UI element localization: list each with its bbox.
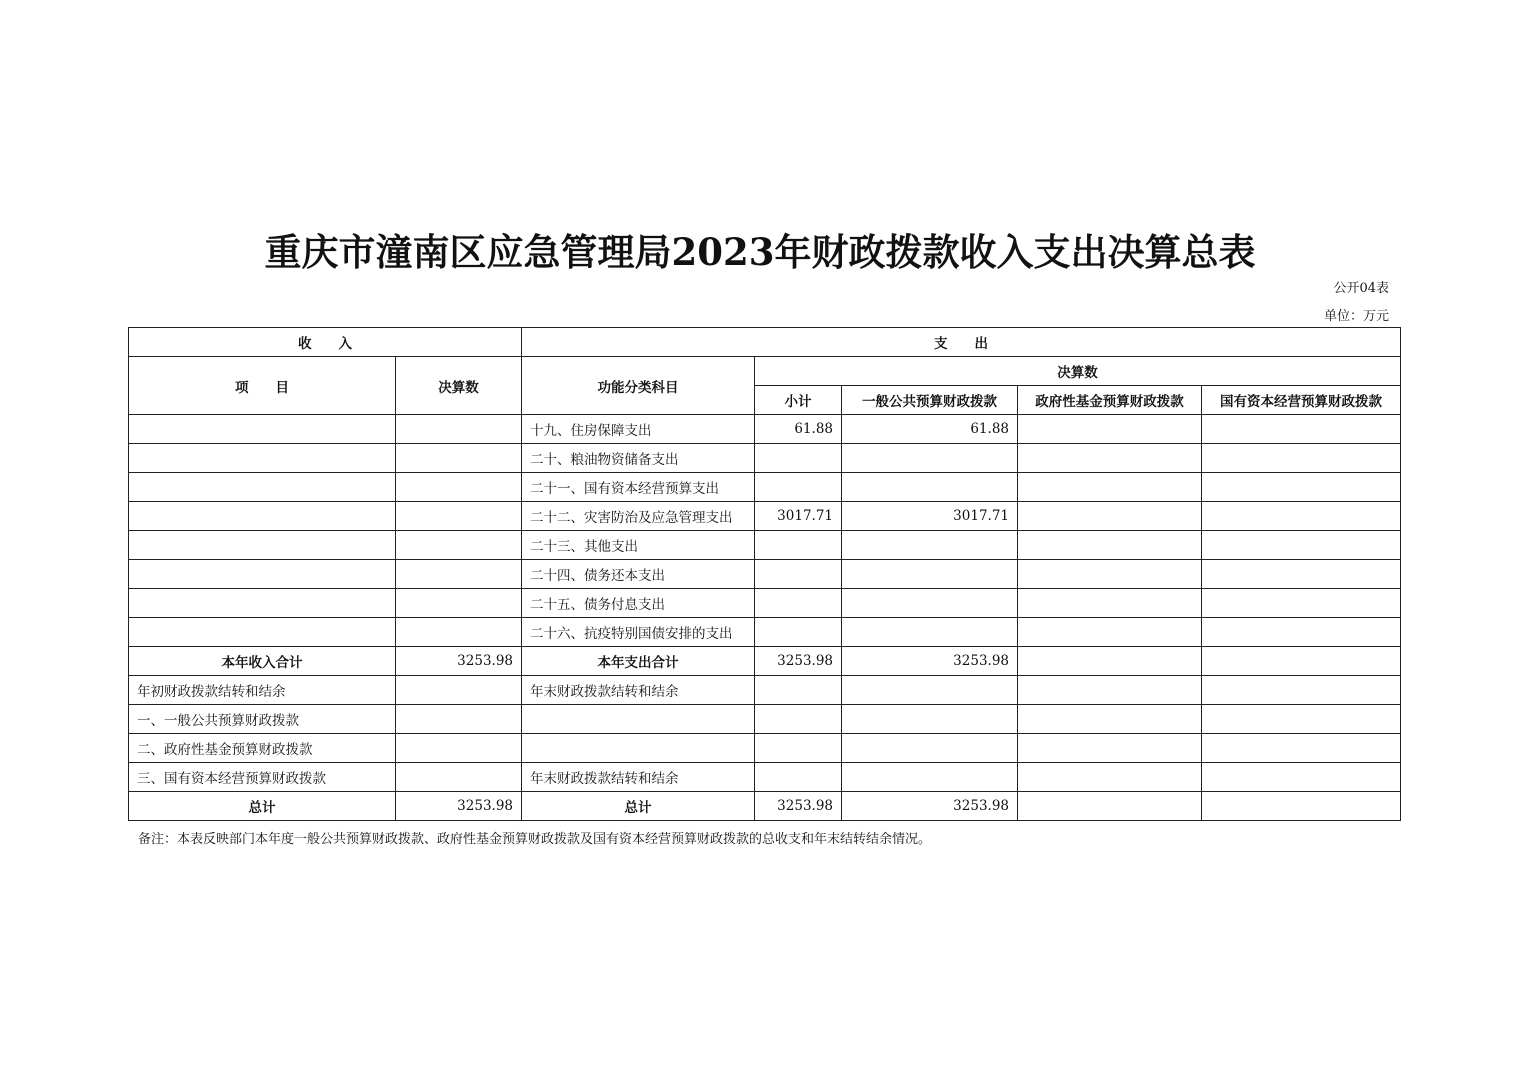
item-cell [129, 531, 396, 560]
state-capital-cell [1202, 531, 1401, 560]
gov-fund-cell [1018, 502, 1202, 531]
general-budget-cell [842, 531, 1018, 560]
subtotal-cell [755, 560, 842, 589]
func-subject-cell: 本年支出合计 [522, 647, 755, 676]
amount-cell [396, 676, 522, 705]
amount-cell [396, 618, 522, 647]
table-row [129, 618, 1401, 647]
amount-cell [396, 415, 522, 444]
subtotal-cell [755, 589, 842, 618]
unit-label: 单位：万元 [1323, 309, 1389, 324]
func-subject-cell [522, 734, 755, 763]
table-row [129, 531, 1401, 560]
gov-fund-cell [1018, 531, 1202, 560]
func-subject-cell: 十九、住房保障支出 [522, 415, 755, 444]
general-budget-cell: 61.88 [842, 415, 1018, 444]
gov-fund-header: 政府性基金预算财政拨款 [1018, 386, 1202, 415]
state-capital-cell [1202, 734, 1401, 763]
state-capital-header: 国有资本经营预算财政拨款 [1202, 386, 1401, 415]
amount-cell [396, 560, 522, 589]
header-row-1 [129, 328, 1401, 357]
general-budget-cell: 3253.98 [842, 792, 1018, 821]
state-capital-cell [1202, 618, 1401, 647]
subtotal-cell [755, 734, 842, 763]
state-capital-cell [1202, 415, 1401, 444]
state-capital-cell [1202, 705, 1401, 734]
item-cell [129, 560, 396, 589]
subtotal-header: 小计 [755, 386, 842, 415]
subtotal-cell [755, 705, 842, 734]
gov-fund-cell [1018, 618, 1202, 647]
item-cell: 一、一般公共预算财政拨款 [129, 705, 396, 734]
item-cell [129, 618, 396, 647]
subtotal-cell: 61.88 [755, 415, 842, 444]
gov-fund-cell [1018, 473, 1202, 502]
gov-fund-cell [1018, 763, 1202, 792]
general-budget-cell [842, 763, 1018, 792]
gov-fund-cell [1018, 415, 1202, 444]
func-subject-cell: 二十二、灾害防治及应急管理支出 [522, 502, 755, 531]
carry-row [129, 705, 1401, 734]
item-cell [129, 415, 396, 444]
general-budget-cell: 3017.71 [842, 502, 1018, 531]
gov-fund-cell [1018, 589, 1202, 618]
table-row [129, 415, 1401, 444]
amount-cell [396, 502, 522, 531]
subtotal-cell [755, 618, 842, 647]
func-subject-cell: 二十五、债务付息支出 [522, 589, 755, 618]
table-row [129, 560, 1401, 589]
footnote: 备注：本表反映部门本年度一般公共预算财政拨款、政府性基金预算财政拨款及国有资本经营预算财政拨款的总收支和年末结转结余情况。 [138, 832, 932, 847]
state-capital-cell [1202, 589, 1401, 618]
table-row [129, 502, 1401, 531]
subtotal-cell: 3253.98 [755, 647, 842, 676]
item-cell [129, 502, 396, 531]
state-capital-cell [1202, 792, 1401, 821]
gov-fund-cell [1018, 734, 1202, 763]
amount-cell [396, 705, 522, 734]
func-subject-cell [522, 705, 755, 734]
func-subject-cell: 二十三、其他支出 [522, 531, 755, 560]
func-subject-cell: 总计 [522, 792, 755, 821]
general-budget-cell [842, 560, 1018, 589]
general-budget-cell [842, 676, 1018, 705]
general-budget-header: 一般公共预算财政拨款 [842, 386, 1018, 415]
grand-total-row [129, 792, 1401, 821]
carry-row [129, 763, 1401, 792]
amount-cell: 3253.98 [396, 792, 522, 821]
state-capital-cell [1202, 647, 1401, 676]
header-row-2 [129, 357, 1401, 386]
func-subject-cell: 二十六、抗疫特别国债安排的支出 [522, 618, 755, 647]
amount-cell: 3253.98 [396, 647, 522, 676]
item-cell [129, 473, 396, 502]
subtotal-cell [755, 763, 842, 792]
final-amount-header: 决算数 [755, 357, 1401, 386]
general-budget-cell: 3253.98 [842, 647, 1018, 676]
gov-fund-cell [1018, 647, 1202, 676]
subtotal-cell [755, 676, 842, 705]
table-row [129, 444, 1401, 473]
subtotal-cell [755, 473, 842, 502]
func-subject-header: 功能分类科目 [522, 357, 755, 415]
state-capital-cell [1202, 444, 1401, 473]
item-header: 项 目 [129, 357, 396, 415]
amount-cell [396, 473, 522, 502]
item-cell: 三、国有资本经营预算财政拨款 [129, 763, 396, 792]
expense-header: 支 出 [522, 328, 1401, 357]
state-capital-cell [1202, 763, 1401, 792]
amount-cell [396, 531, 522, 560]
item-cell: 二、政府性基金预算财政拨款 [129, 734, 396, 763]
amount-cell [396, 589, 522, 618]
gov-fund-cell [1018, 792, 1202, 821]
form-number: 公开04表 [1333, 281, 1389, 296]
item-cell: 总计 [129, 792, 396, 821]
item-cell: 本年收入合计 [129, 647, 396, 676]
carry-row [129, 734, 1401, 763]
func-subject-cell: 二十一、国有资本经营预算支出 [522, 473, 755, 502]
state-capital-cell [1202, 560, 1401, 589]
budget-table [128, 327, 1401, 821]
general-budget-cell [842, 705, 1018, 734]
state-capital-cell [1202, 502, 1401, 531]
general-budget-cell [842, 589, 1018, 618]
general-budget-cell [842, 734, 1018, 763]
func-subject-cell: 二十四、债务还本支出 [522, 560, 755, 589]
item-cell [129, 589, 396, 618]
func-subject-cell: 二十、粮油物资储备支出 [522, 444, 755, 473]
general-budget-cell [842, 618, 1018, 647]
gov-fund-cell [1018, 705, 1202, 734]
state-capital-cell [1202, 676, 1401, 705]
item-cell: 年初财政拨款结转和结余 [129, 676, 396, 705]
gov-fund-cell [1018, 676, 1202, 705]
page-title: 重庆市潼南区应急管理局2023年财政拨款收入支出决算总表 [264, 230, 1256, 274]
subtotal-cell [755, 444, 842, 473]
amount-cell [396, 444, 522, 473]
amount-cell [396, 763, 522, 792]
gov-fund-cell [1018, 444, 1202, 473]
subtotal-cell: 3253.98 [755, 792, 842, 821]
amount-cell [396, 734, 522, 763]
subtotal-cell: 3017.71 [755, 502, 842, 531]
general-budget-cell [842, 473, 1018, 502]
carry-row [129, 676, 1401, 705]
func-subject-cell: 年末财政拨款结转和结余 [522, 763, 755, 792]
general-budget-cell [842, 444, 1018, 473]
income-header: 收 入 [129, 328, 522, 357]
amount-header: 决算数 [396, 357, 522, 415]
table-row [129, 589, 1401, 618]
func-subject-cell: 年末财政拨款结转和结余 [522, 676, 755, 705]
year-total-row [129, 647, 1401, 676]
gov-fund-cell [1018, 560, 1202, 589]
table-row [129, 473, 1401, 502]
item-cell [129, 444, 396, 473]
subtotal-cell [755, 531, 842, 560]
state-capital-cell [1202, 473, 1401, 502]
